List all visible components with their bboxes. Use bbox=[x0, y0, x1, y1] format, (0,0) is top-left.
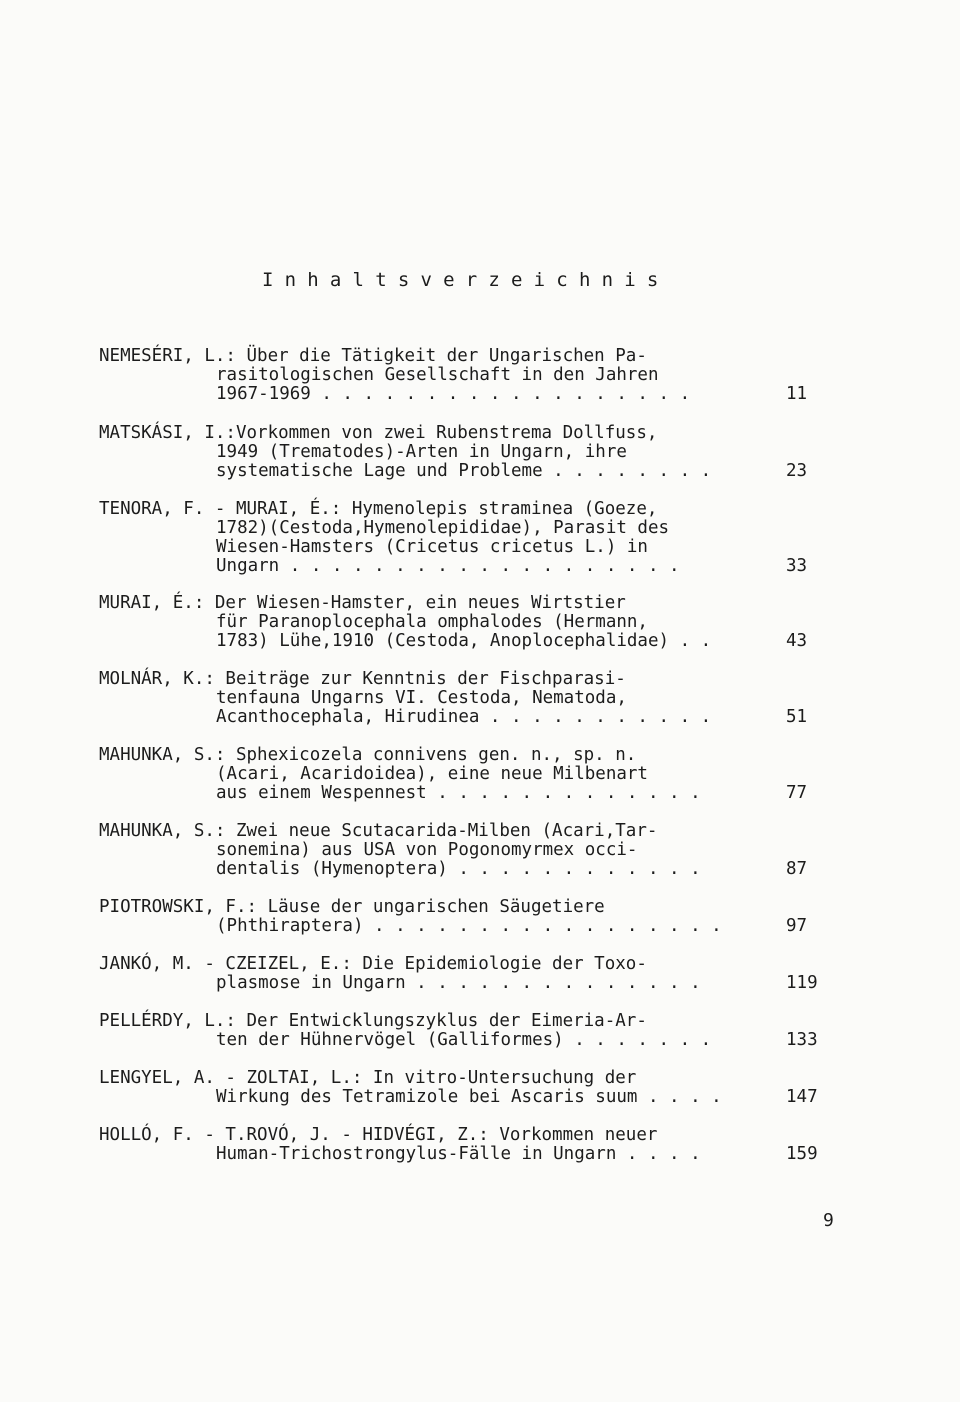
toc-entry-text: NEMESÉRI, L.: Über die Tätigkeit der Ungarischen Pa- bbox=[99, 346, 647, 366]
toc-entry-text: MAHUNKA, S.: Sphexicozela connivens gen. n., sp. n. bbox=[99, 745, 637, 765]
toc-entry-line bbox=[99, 1069, 839, 1088]
toc-entry-line bbox=[99, 443, 839, 462]
toc-entry-line bbox=[99, 841, 839, 860]
toc-entry-line bbox=[99, 1088, 839, 1107]
page-number: 9 bbox=[823, 1210, 834, 1231]
toc-entry-line bbox=[99, 746, 839, 765]
toc-entry-page: 51 bbox=[786, 707, 808, 727]
toc-entry-line bbox=[99, 538, 839, 557]
toc-entry bbox=[99, 1126, 839, 1164]
toc-entry-text: rasitologischen Gesellschaft in den Jahren bbox=[216, 365, 659, 385]
toc-entry-line bbox=[99, 765, 839, 784]
toc-entry-text: MURAI, É.: Der Wiesen-Hamster, ein neues Wirtstier bbox=[99, 593, 626, 613]
toc-entry-text: Human-Trichostrongylus-Fälle in Ungarn . . . . bbox=[216, 1144, 701, 1164]
toc-entry-line bbox=[99, 1145, 839, 1164]
toc-entry bbox=[99, 347, 839, 404]
toc-entry-page: 33 bbox=[786, 556, 808, 576]
page-title: Inhaltsverzeichnis bbox=[262, 269, 670, 291]
toc-entry-text: TENORA, F. - MURAI, É.: Hymenolepis straminea (Goeze, bbox=[99, 499, 658, 519]
toc-entry-line bbox=[99, 898, 839, 917]
toc-entry-line bbox=[99, 424, 839, 443]
toc-entry-line bbox=[99, 1126, 839, 1145]
toc-entry-page: 87 bbox=[786, 859, 808, 879]
toc-entry-text: Acanthocephala, Hirudinea . . . . . . . . . . . bbox=[216, 707, 712, 727]
toc-entry bbox=[99, 1069, 839, 1107]
toc-entry-text: sonemina) aus USA von Pogonomyrmex occi- bbox=[216, 840, 638, 860]
toc-entry-text: PELLÉRDY, L.: Der Entwicklungszyklus der Eimeria-Ar- bbox=[99, 1011, 647, 1031]
toc-entry bbox=[99, 670, 839, 727]
toc-entry-text: PIOTROWSKI, F.: Läuse der ungarischen Säugetiere bbox=[99, 897, 605, 917]
toc-entry-text: Wiesen-Hamsters (Cricetus cricetus L.) in bbox=[216, 537, 648, 557]
toc-entry-line bbox=[99, 860, 839, 879]
toc-entry-line bbox=[99, 613, 839, 632]
toc-entry-text: JANKÓ, M. - CZEIZEL, E.: Die Epidemiologie der Toxo- bbox=[99, 954, 647, 974]
toc-entry-line bbox=[99, 385, 839, 404]
toc-entry bbox=[99, 822, 839, 879]
toc-entry-page: 43 bbox=[786, 631, 808, 651]
toc-entry-text: 1783) Lühe,1910 (Cestoda, Anoplocephalidae) . . bbox=[216, 631, 712, 651]
toc-entry-page: 23 bbox=[786, 461, 808, 481]
toc-entry-text: LENGYEL, A. - ZOLTAI, L.: In vitro-Untersuchung der bbox=[99, 1068, 637, 1088]
toc-entry-page: 133 bbox=[786, 1030, 818, 1050]
toc-entry-text: 1782)(Cestoda,Hymenolepididae), Parasit des bbox=[216, 518, 670, 538]
toc-entry-line bbox=[99, 822, 839, 841]
toc-entry-line bbox=[99, 1012, 839, 1031]
toc-entry-text: tenfauna Ungarns VI. Cestoda, Nematoda, bbox=[216, 688, 627, 708]
toc-entry bbox=[99, 424, 839, 481]
toc-entry bbox=[99, 500, 839, 576]
toc-entry-text: plasmose in Ungarn . . . . . . . . . . . . . . bbox=[216, 973, 701, 993]
toc-entry-line bbox=[99, 708, 839, 727]
toc-entry-text: aus einem Wespennest . . . . . . . . . . . . . bbox=[216, 783, 701, 803]
toc-entry bbox=[99, 898, 839, 936]
toc-entry-line bbox=[99, 347, 839, 366]
toc-entry bbox=[99, 955, 839, 993]
toc-entry-text: HOLLÓ, F. - T.ROVÓ, J. - HIDVÉGI, Z.: Vorkommen neuer bbox=[99, 1125, 658, 1145]
toc-entry-page: 147 bbox=[786, 1087, 818, 1107]
toc-entry-page: 119 bbox=[786, 973, 818, 993]
toc-entry-text: 1967-1969 . . . . . . . . . . . . . . . . . . bbox=[216, 384, 691, 404]
toc-entry-line bbox=[99, 594, 839, 613]
toc-entry-text: ten der Hühnervögel (Galliformes) . . . . . . . bbox=[216, 1030, 712, 1050]
toc-entry-line bbox=[99, 1031, 839, 1050]
toc-entry-text: MAHUNKA, S.: Zwei neue Scutacarida-Milben (Acari,Tar- bbox=[99, 821, 658, 841]
toc-entry-line bbox=[99, 519, 839, 538]
toc-entry-text: (Phthiraptera) . . . . . . . . . . . . . . . . . bbox=[216, 916, 722, 936]
toc-entry-line bbox=[99, 632, 839, 651]
toc-entry-text: systematische Lage und Probleme . . . . . . . . bbox=[216, 461, 712, 481]
toc-entry-line bbox=[99, 557, 839, 576]
toc-entry-line bbox=[99, 462, 839, 481]
toc-entry-text: für Paranoplocephala omphalodes (Hermann, bbox=[216, 612, 648, 632]
toc-entry-text: 1949 (Trematodes)-Arten in Ungarn, ihre bbox=[216, 442, 627, 462]
toc-entry-page: 159 bbox=[786, 1144, 818, 1164]
toc-entry-line bbox=[99, 955, 839, 974]
toc-entry-line bbox=[99, 974, 839, 993]
toc-entry bbox=[99, 746, 839, 803]
toc-entry-page: 97 bbox=[786, 916, 808, 936]
toc-entry-page: 77 bbox=[786, 783, 808, 803]
toc-entry-line bbox=[99, 917, 839, 936]
toc-entry-text: Ungarn . . . . . . . . . . . . . . . . . . . bbox=[216, 556, 680, 576]
toc-entry bbox=[99, 594, 839, 651]
toc-entry-text: dentalis (Hymenoptera) . . . . . . . . . . . . bbox=[216, 859, 701, 879]
toc-entry-text: MOLNÁR, K.: Beiträge zur Kenntnis der Fischparasi- bbox=[99, 669, 626, 689]
toc-entry-text: MATSKÁSI, I.:Vorkommen von zwei Rubenstrema Dollfuss, bbox=[99, 423, 658, 443]
toc-entry-line bbox=[99, 670, 839, 689]
toc-entry-line bbox=[99, 689, 839, 708]
toc-entry-text: Wirkung des Tetramizole bei Ascaris suum . . . . bbox=[216, 1087, 722, 1107]
toc-entry-line bbox=[99, 500, 839, 519]
toc-entry-line bbox=[99, 366, 839, 385]
toc-entry bbox=[99, 1012, 839, 1050]
toc-entry-text: (Acari, Acaridoidea), eine neue Milbenart bbox=[216, 764, 648, 784]
toc-entry-line bbox=[99, 784, 839, 803]
toc-entry-page: 11 bbox=[786, 384, 808, 404]
